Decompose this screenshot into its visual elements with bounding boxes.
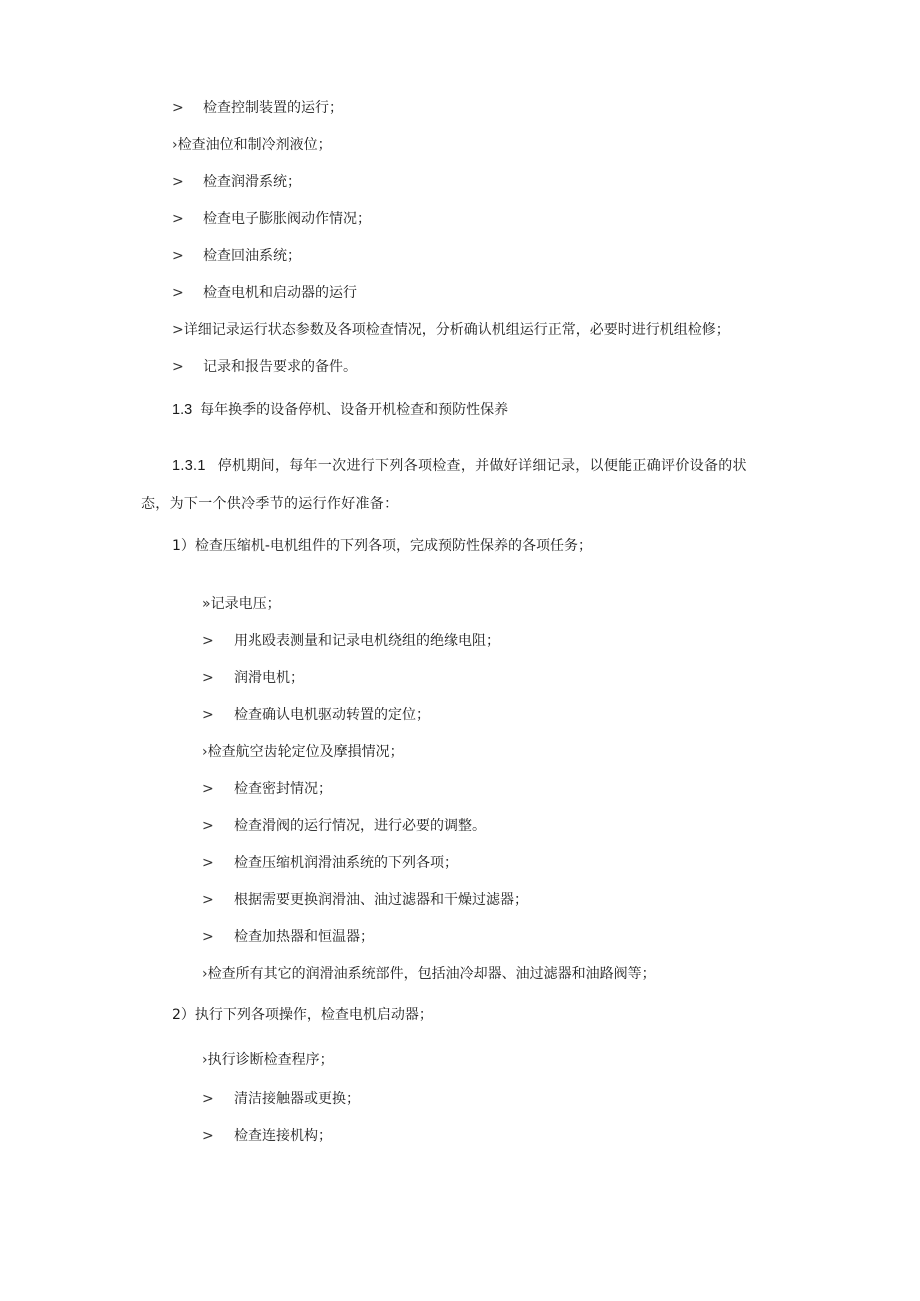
subsection-paragraph-line-1 [172, 456, 747, 476]
list-item-text: 检查滑阀的运行情况，进行必要的调整。 [234, 818, 486, 834]
list-item [202, 1126, 332, 1146]
list-item-text: 检查电机和启动器的运行 [203, 285, 357, 301]
section-title: 每年换季的设备停机、设备开机检查和预防性保养 [200, 402, 509, 418]
list-item [172, 246, 301, 266]
bullet-marker: > [172, 359, 184, 375]
list-item-text: 详细记录运行状态参数及各项检查情况，分析确认机组运行正常，必要时进行机组检修； [183, 322, 730, 338]
section-heading [172, 400, 508, 420]
list-item-text: 记录和报告要求的备件。 [203, 359, 357, 375]
list-item [172, 283, 357, 303]
list-item [172, 209, 371, 229]
list-item-text: 检查加热器和恒温器； [234, 929, 374, 945]
list-item-text: 检查航空齿轮定位及摩損情况； [207, 744, 404, 760]
section-number: 1.3 [172, 402, 193, 418]
list-item [202, 779, 332, 799]
list-item-text: 执行诊断检查程序； [207, 1052, 334, 1068]
bullet-marker: » [202, 596, 211, 612]
bullet-marker: > [202, 781, 214, 797]
bullet-marker: › [202, 1052, 208, 1068]
list-item [202, 1089, 360, 1109]
list-item-text: 检查回油系统； [203, 248, 301, 264]
list-item-text: 检查电子膨胀阀动作情况； [203, 211, 371, 227]
bullet-marker: > [202, 855, 214, 871]
list-item [202, 1050, 334, 1070]
bullet-marker: › [172, 137, 178, 153]
list-item [202, 742, 404, 762]
bullet-marker: > [202, 1091, 214, 1107]
subsection-paragraph-line-2 [141, 494, 398, 514]
bullet-marker: > [202, 707, 214, 723]
subsection-number: 1.3.1 [172, 458, 206, 474]
bullet-marker: > [202, 1128, 214, 1144]
list-item-text: 检查油位和制冷剂液位； [177, 137, 332, 153]
list-item-text: 用兆殴表测量和记录电机绕组的绝缘电阻； [234, 633, 500, 649]
bullet-marker: > [172, 322, 184, 338]
list-item [202, 668, 304, 688]
list-item [202, 594, 281, 614]
list-item-text: 润滑电机； [234, 670, 304, 686]
list-item [202, 927, 374, 947]
subsection-text-2: 态，为下一个供冷季节的运行作好准备： [141, 496, 399, 512]
list-item [172, 172, 301, 192]
list-item-text: 检查确认电机驱动转置的定位； [234, 707, 430, 723]
list-item [202, 964, 656, 984]
list-item [202, 890, 528, 910]
list-item [172, 98, 343, 118]
numbered-item-2 [172, 1005, 433, 1025]
list-item [202, 705, 430, 725]
numbered-item-1 [172, 536, 592, 556]
list-item [172, 135, 332, 155]
bullet-marker: > [202, 670, 214, 686]
bullet-marker: > [202, 818, 214, 834]
numbered-item-1-label: 1）检查压缩机-电机组件的下列各项，完成预防性保养的各项任务； [172, 538, 592, 554]
numbered-item-2-label: 2）执行下列各项操作，检查电机启动器； [172, 1007, 433, 1023]
list-item [202, 853, 458, 873]
list-item [172, 320, 730, 340]
list-item [202, 816, 486, 836]
bullet-marker: > [172, 211, 184, 227]
bullet-marker: > [172, 285, 184, 301]
list-item-text: 检查控制装置的运行； [203, 100, 343, 116]
list-item-text: 根据需要更换润滑油、油过滤器和干燥过滤器； [234, 892, 528, 908]
list-item-text: 检查密封情况； [234, 781, 332, 797]
bullet-marker: › [202, 744, 208, 760]
subsection-text-1: 停机期间，每年一次进行下列各项检查，并做好详细记录，以便能正确评价设备的状 [217, 458, 747, 474]
bullet-marker: › [202, 966, 208, 982]
list-item-text: 检查连接机构； [234, 1128, 332, 1144]
list-item [172, 357, 357, 377]
list-item-text: 清洁接触器或更换； [234, 1091, 360, 1107]
list-item-text: 记录电压； [210, 596, 281, 612]
bullet-marker: > [202, 892, 214, 908]
list-item-text: 检查所有其它的润滑油系统部件，包括油冷却器、油过滤器和油路阀等； [207, 966, 656, 982]
list-item [202, 631, 500, 651]
bullet-marker: > [172, 174, 184, 190]
list-item-text: 检查润滑系统； [203, 174, 301, 190]
bullet-marker: > [202, 929, 214, 945]
bullet-marker: > [172, 100, 184, 116]
bullet-marker: > [202, 633, 214, 649]
list-item-text: 检查压缩机润滑油系统的下列各项； [234, 855, 458, 871]
bullet-marker: > [172, 248, 184, 264]
